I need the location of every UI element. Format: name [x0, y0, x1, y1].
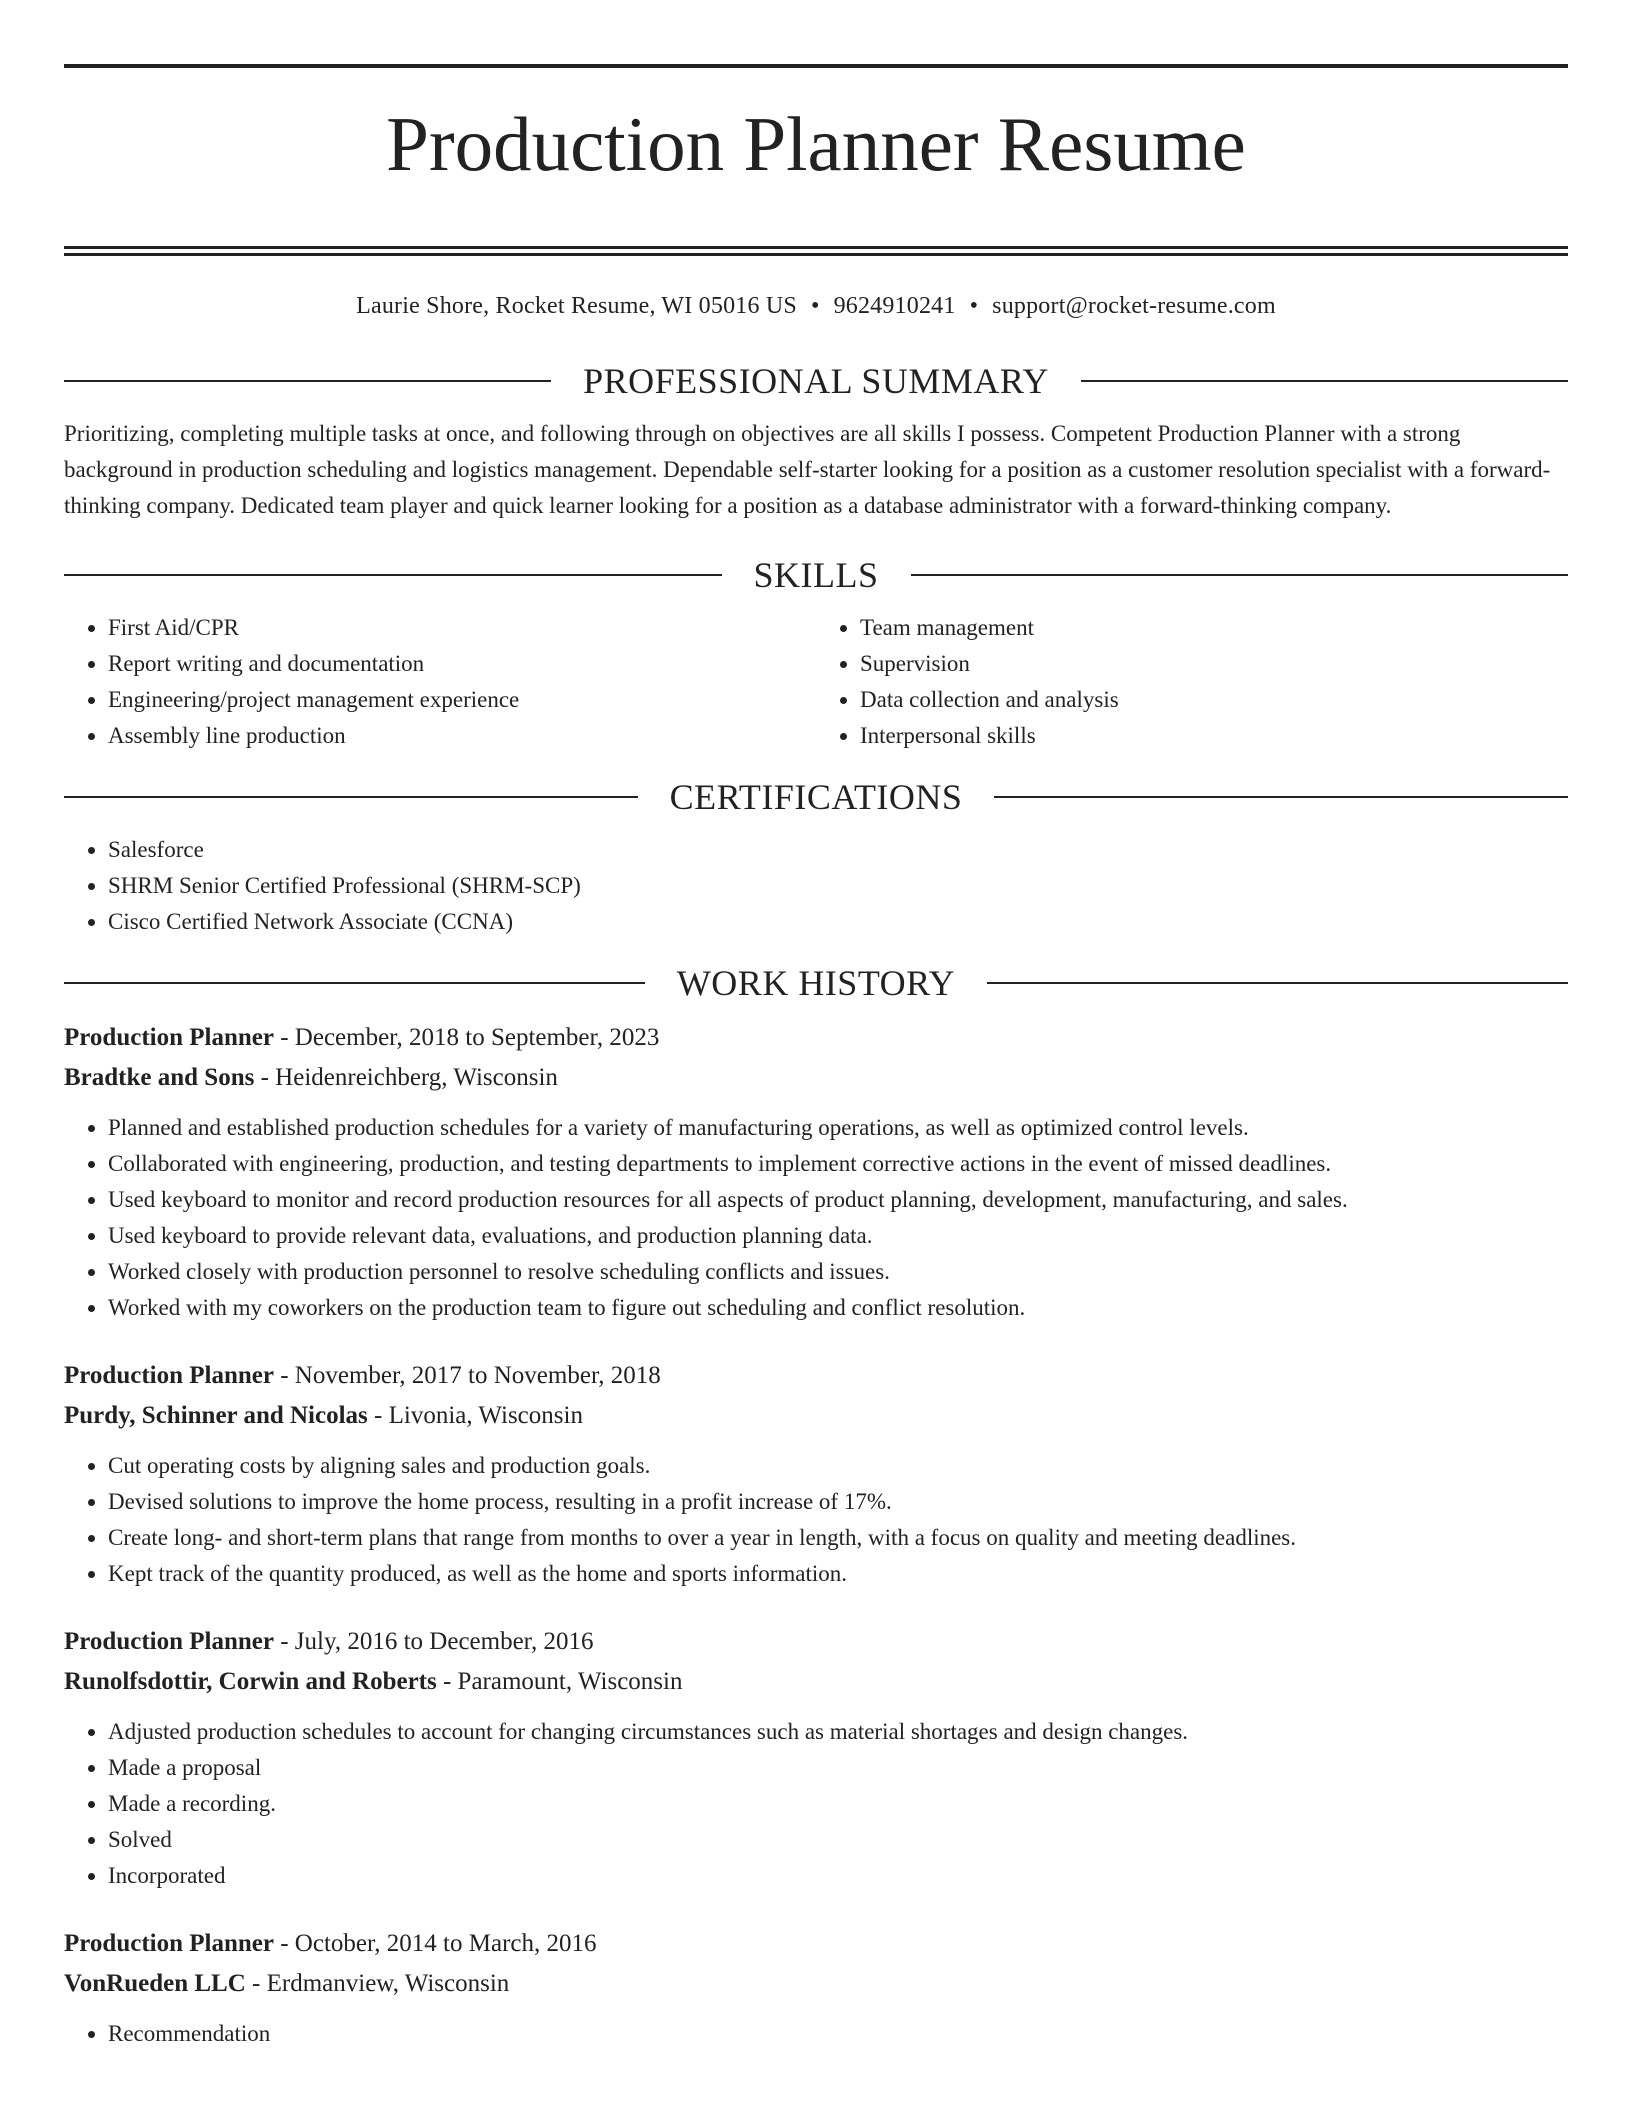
skill-item: • Data collection and analysis — [860, 682, 1568, 718]
job-bullets — [64, 2016, 1568, 2052]
job-company: Bradtke and Sons — [64, 1063, 255, 1091]
certification-item: • Salesforce — [108, 832, 1568, 868]
job-dates: - November, 2017 to November, 2018 — [273, 1361, 661, 1389]
heading-rule — [911, 574, 1568, 576]
job-entry — [64, 1622, 1568, 1894]
certifications-heading — [64, 776, 1568, 818]
skill-item: • Interpersonal skills — [860, 718, 1568, 754]
job-company-line — [64, 1964, 1568, 2004]
job-bullet: • Made a proposal — [108, 1750, 1568, 1786]
job-bullets — [64, 1714, 1568, 1894]
contact-address: Laurie Shore, Rocket Resume, WI 05016 US — [356, 292, 797, 319]
job-bullet: • Worked closely with production personnel to resolve scheduling conflicts and issues. — [108, 1254, 1568, 1290]
contact-separator: • — [810, 292, 820, 319]
certifications-heading-label: CERTIFICATIONS — [669, 776, 963, 817]
job-bullet: • Used keyboard to monitor and record production resources for all aspects of product planning, development, manufacturing, and sales. — [108, 1182, 1568, 1218]
contact-line — [64, 288, 1568, 324]
job-company-line — [64, 1662, 1568, 1702]
skills-grid — [64, 596, 1568, 754]
work-heading-label: WORK HISTORY — [676, 962, 956, 1003]
job-title: Production Planner — [64, 1361, 274, 1389]
job-title-line — [64, 1924, 1568, 1964]
resume-page — [64, 0, 1568, 2112]
summary-text: Prioritizing, completing multiple tasks at once, and following through on objectives are all skills I possess. Competent Production Planner with a strong background in production scheduling and logistics management. Dependable self-starter looking for a position as a customer resolution specialist with a forward-thinking company. Dedicated team player and quick learner looking for a position as a database administrator with a forward-thinking company. — [64, 420, 1551, 518]
job-company-line — [64, 1058, 1568, 1098]
contact-email: support@rocket-resume.com — [992, 292, 1276, 319]
skill-item: • Assembly line production — [108, 718, 816, 754]
job-bullet: • Made a recording. — [108, 1786, 1568, 1822]
job-location: - Erdmanview, Wisconsin — [245, 1969, 510, 1997]
skill-item: • Report writing and documentation — [108, 646, 816, 682]
top-rule — [64, 64, 1568, 68]
certification-item: • Cisco Certified Network Associate (CCNA) — [108, 904, 1568, 940]
skills-list-right — [816, 610, 1568, 754]
skills-heading — [64, 554, 1568, 596]
resume-title: Production Planner Resume — [386, 101, 1246, 187]
job-bullet: • Used keyboard to provide relevant data, evaluations, and production planning data. — [108, 1218, 1568, 1254]
job-dates: - October, 2014 to March, 2016 — [273, 1929, 597, 1957]
summary-heading-label: PROFESSIONAL SUMMARY — [583, 360, 1049, 401]
job-bullet: • Create long- and short-term plans that range from months to over a year in length, with a focus on quality and meeting deadlines. — [108, 1520, 1568, 1556]
heading-rule — [64, 380, 551, 382]
certifications-list — [64, 832, 1568, 940]
job-company-line — [64, 1396, 1568, 1436]
job-title-line — [64, 1356, 1568, 1396]
skill-item: • First Aid/CPR — [108, 610, 816, 646]
job-company: Runolfsdottir, Corwin and Roberts — [64, 1667, 437, 1695]
job-bullet: • Cut operating costs by aligning sales and production goals. — [108, 1448, 1568, 1484]
heading-rule — [994, 796, 1568, 798]
job-company: VonRueden LLC — [64, 1969, 246, 1997]
job-entry — [64, 1924, 1568, 2052]
job-bullet: • Kept track of the quantity produced, as well as the home and sports information. — [108, 1556, 1568, 1592]
skill-item: • Engineering/project management experience — [108, 682, 816, 718]
contact-separator: • — [969, 292, 979, 319]
job-bullet: • Adjusted production schedules to account for changing circumstances such as material shortages and design changes. — [108, 1714, 1568, 1750]
job-bullet: • Collaborated with engineering, production, and testing departments to implement corrective actions in the event of missed deadlines. — [108, 1146, 1568, 1182]
heading-rule — [64, 796, 638, 798]
job-entry — [64, 1018, 1568, 1326]
job-bullet: • Planned and established production schedules for a variety of manufacturing operations, as well as optimized control levels. — [108, 1110, 1568, 1146]
job-bullets — [64, 1448, 1568, 1592]
job-dates: - July, 2016 to December, 2016 — [273, 1627, 594, 1655]
heading-rule — [64, 982, 645, 984]
job-bullet: • Devised solutions to improve the home process, resulting in a profit increase of 17%. — [108, 1484, 1568, 1520]
job-bullet: • Solved — [108, 1822, 1568, 1858]
heading-rule — [1081, 380, 1568, 382]
skill-item: • Supervision — [860, 646, 1568, 682]
job-bullet: • Recommendation — [108, 2016, 1568, 2052]
job-bullets — [64, 1110, 1568, 1326]
summary-heading — [64, 360, 1568, 402]
job-location: - Heidenreichberg, Wisconsin — [254, 1063, 558, 1091]
job-dates: - December, 2018 to September, 2023 — [273, 1023, 660, 1051]
heading-rule — [987, 982, 1568, 984]
heading-rule — [64, 574, 722, 576]
contact-phone: 9624910241 — [833, 292, 956, 319]
job-location: - Livonia, Wisconsin — [367, 1401, 583, 1429]
skills-heading-label: SKILLS — [753, 554, 879, 595]
skill-item: • Team management — [860, 610, 1568, 646]
job-title: Production Planner — [64, 1929, 274, 1957]
job-bullet: • Incorporated — [108, 1858, 1568, 1894]
job-title-line — [64, 1018, 1568, 1058]
job-entry — [64, 1356, 1568, 1592]
job-title: Production Planner — [64, 1627, 274, 1655]
job-location: - Paramount, Wisconsin — [436, 1667, 683, 1695]
work-heading — [64, 962, 1568, 1004]
skills-list-left — [64, 610, 816, 754]
title-double-rule — [64, 246, 1568, 256]
job-title: Production Planner — [64, 1023, 274, 1051]
job-title-line — [64, 1622, 1568, 1662]
job-bullet: • Worked with my coworkers on the production team to figure out scheduling and conflict resolution. — [108, 1290, 1568, 1326]
job-company: Purdy, Schinner and Nicolas — [64, 1401, 368, 1429]
certification-item: • SHRM Senior Certified Professional (SHRM-SCP) — [108, 868, 1568, 904]
